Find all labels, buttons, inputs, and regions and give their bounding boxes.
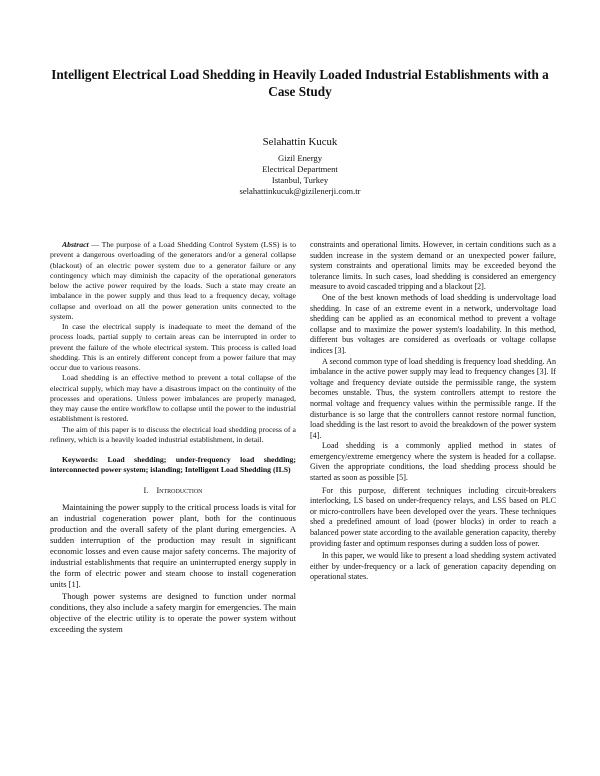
author-location: Istanbul, Turkey	[271, 175, 329, 185]
author-company: Gizil Energy	[278, 153, 322, 163]
section-number: I.	[143, 485, 149, 495]
abstract-paragraph-3: Load shedding is an effective method to prevent a total collapse of the electrical supply, which may have a disastrous impact on the continuity of the processes and operations. Unless power imbalances are properly managed, they may cause the entire workflow to collapse until the power to the industrial establishment is restored.	[50, 373, 296, 424]
abstract-dash: —	[88, 240, 102, 249]
abstract-label: Abstract	[62, 240, 89, 249]
body-paragraph-2: One of the best known methods of load shedding is undervoltage load shedding. In case of an extreme event in a network, undervoltage load shedding can be applied as an economical method to prevent a voltage collapse and to maximize the power system's loadability. In this method, different bus voltages are considered as overloads or voltage collapse indices [3].	[310, 292, 556, 355]
paper-title: Intelligent Electrical Load Shedding in Heavily Loaded Industrial Establishments with a Case Study	[51, 67, 549, 99]
abstract-paragraph-4: The aim of this paper is to discuss the electrical load shedding process of a refinery, which is a heavily loaded industrial establishment, in detail.	[50, 424, 296, 444]
author-name: Selahattin Kucuk	[262, 136, 338, 148]
body-paragraph-5: For this purpose, different techniques including circuit-breakers interlocking, LS based on under-frequency relays, and LSS based on PLC or micro-controllers have been developed over the years. These techniques shed a predefined amount of load (power blocks) in order to reach a balanced power state according to the available generation capacity, thereby providing faster and optimum responses during a sudden loss of power.	[310, 485, 556, 548]
author-email: selahattinkucuk@gizilenerji.com.tr	[239, 186, 361, 196]
body-paragraph-3: A second common type of load shedding is frequency load shedding. An imbalance in the active power supply may lead to frequency changes [3]. If voltage and frequency deviate outside the permissible range, the system becomes unstable. Thus, the system controllers attempt to restore the normal voltage and frequency values within the permissible range. If the disturbance is so large that the controllers cannot restore normal function, load shedding is the last resort to avoid the breakdown of the power system [4].	[310, 356, 556, 440]
intro-paragraph-1: Maintaining the power supply to the critical process loads is vital for an industrial cogeneration power plant, both for the continuous production and the overall safety of the plant during emergencies. A sudden interruption of the production may result in significant economic losses and even cause major safety concerns. The majority of industrial establishments that require an uninterrupted energy supply in the form of electric power and steam choose to install cogeneration units [1].	[50, 501, 296, 590]
keywords: Keywords: Load shedding; under-frequency load shedding; interconnected power system; islanding; Intelligent Load Shedding (ILS)	[50, 455, 296, 475]
author-block	[150, 135, 450, 197]
abstract-paragraph-2: In case the electrical supply is inadequate to meet the demand of the process loads, partial supply to certain areas can be interrupted in order to prevent the failure of the whole electrical system. This process is called load shedding. This is an entirely different concept from a power failure that may occur due to various reasons.	[50, 322, 296, 372]
abstract-paragraph	[50, 240, 296, 322]
left-column	[50, 240, 296, 635]
section-title: Introduction	[156, 485, 203, 495]
abstract-text-1: The purpose of a Load Shedding Control System (LSS) is to prevent a dangerous overloading of the generators and/or a general collapse (blackout) of an electric power system due to a generator failure or any contingency which may diminish the capacity of the operational generators below the active power required by the loads. Such a state may create an imbalance in the power supply and thus lead to a frequency decay, voltage collapse and overload on all the power generation units connected to the system.	[50, 240, 296, 321]
body-paragraph-1: constraints and operational limits. However, in certain conditions such as a sudden increase in the system demand or an unexpected power failure, system constraints and operational limits may be exceeded beyond the tolerance limits. In such cases, load shedding is considered an emergency measure to avoid cascaded tripping and a blackout [2].	[310, 240, 556, 292]
right-column	[310, 240, 556, 583]
body-paragraph-4: Load shedding is a commonly applied method in states of emergency/extreme emergency where the system is headed for a collapse. Given the appropriate conditions, the load shedding process should be started as soon as possible [5].	[310, 441, 556, 483]
author-department: Electrical Department	[262, 164, 338, 174]
section-heading-introduction	[50, 486, 296, 496]
introduction-body	[50, 502, 296, 635]
intro-paragraph-2: Though power systems are designed to function under normal conditions, they also include a safety margin for emergencies. The main objective of the electric utility is to operate the power system without exceeding the system	[50, 590, 296, 634]
body-paragraph-6: In this paper, we would like to present a load shedding system activated either by under-frequency or a lack of generation capacity depending on operational states.	[310, 551, 556, 582]
